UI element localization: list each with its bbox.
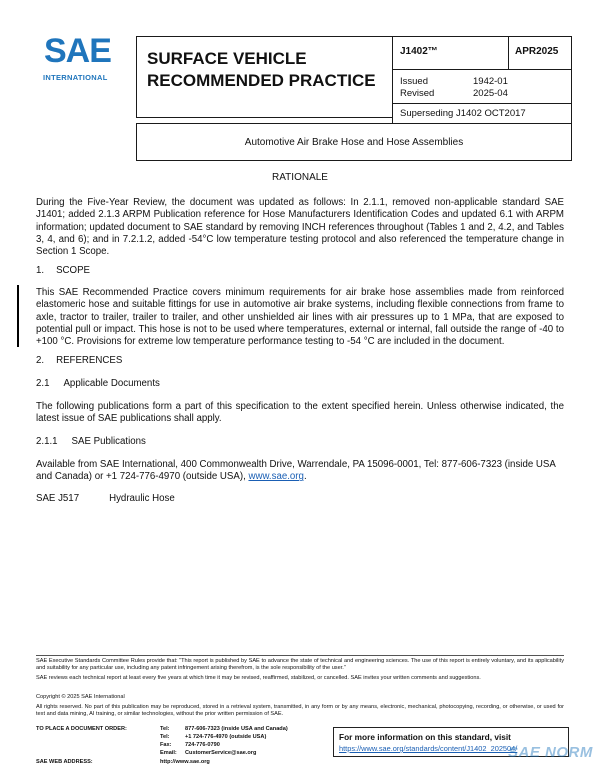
fax-label: Fax: [160,742,172,748]
revised-value: 2025-04 [473,88,508,99]
footer-rights: All rights reserved. No part of this publication may be reproduced, stored in a retrieval system, transmitted, in any form or by any means, electronic, mechanical, photocopying, recording, or otherwise, or used for text and data mining, AI training, or similar technologies, without the prior written permission of SAE. [36,704,564,717]
revised-label: Revised [400,88,435,99]
doc-number-box [392,36,509,70]
change-bar [17,285,19,347]
sae-website-link[interactable]: www.sae.org [248,471,304,483]
order-label: TO PLACE A DOCUMENT ORDER: [36,726,127,732]
doc-date: APR2025 [515,46,559,57]
doc-date-box [508,36,572,70]
standard-page-link[interactable]: https://www.sae.org/standards/content/J1402_202504/ [339,744,518,753]
rationale-text: During the Five-Year Review, the document was updated as follows: In 2.1.1, removed non-applicable standard SAE J1401; added 2.1.3 ARPM Publication reference for Hose Manufacturers Identification Codes and updated 6.1 with ARPM information; updated document to SAE standard by removing INCH references throughout (Tables 1 and 2, 4.2, and Tables 3, 4, and 6); and in 7.2.1.2, added -54°C low temperature testing protocol and also referenced the temperature change in Section 1 Scope. [36,197,564,258]
email-value[interactable]: CustomerService@sae.org [185,750,257,756]
scope-number: 1. [36,265,45,276]
email-label: Email: [160,750,177,756]
footer-copyright: Copyright © 2025 SAE International [36,694,125,700]
web-value[interactable]: http://www.sae.org [160,759,210,765]
sae-publications-title: SAE Publications [71,436,146,447]
references-heading [36,355,122,366]
more-info-title: For more information on this standard, visit [339,732,511,742]
footer-review-note: SAE reviews each technical report at least every five years at which time it may be revised, reaffirmed, stabilized, or cancelled. SAE invites your written comments and suggestions. [36,675,481,681]
availability-end: . [303,471,307,483]
fax-value: 724-776-0790 [185,742,220,748]
issued-label: Issued [400,76,428,87]
availability-body: Available from SAE International, 400 Commonwealth Drive, Warrendale, PA 15096-0001, Tel: 877-606-7323 (inside USA and Canada) or +1 724-776-4970 (outside USA), [36,459,556,483]
issued-value: 1942-01 [473,76,508,87]
applicable-docs-heading [36,378,160,389]
tel-value: 877-606-7323 (inside USA and Canada) [185,726,288,732]
reference-title: Hydraulic Hose [109,493,175,504]
sae-logo: SAE [44,32,111,70]
applicable-docs-text: The following publications form a part of this specification to the extent specified herein. Unless otherwise indicated, the latest issue of SAE publications shall apply. [36,401,564,425]
tel-label: Tel: [160,726,170,732]
rationale-heading: RATIONALE [272,172,328,183]
scope-text: This SAE Recommended Practice covers minimum requirements for air brake hose assemblies made from reinforced elastomeric hose and suitable fittings for use in automotive air brake systems, including flexible connections from frame to axle, tractor to trailer, trailer to trailer, and other unshielded air lines with air pressures up to 1 MPa, that are exposed to potential pull or impact. This hose is not to be used where temperatures, external or internal, fall outside the range of -40 to +100 °C. Provisions for extreme low temperature performance testing to -54 °C are included in the document. [36,287,564,348]
subtitle-box [136,123,572,161]
sae-publications-number: 2.1.1 [36,436,58,447]
issue-box [392,69,572,104]
superseding-box [392,103,572,124]
sae-publications-heading [36,436,146,447]
document-type-box [136,36,393,118]
doc-number: J1402™ [400,46,438,57]
reference-entry [36,493,175,504]
tel2-value: +1 724-776-4970 (outside USA) [185,734,267,740]
document-type-line1: SURFACE VEHICLE [147,49,307,68]
tel2-label: Tel: [160,734,170,740]
footer-committee-rules: SAE Executive Standards Committee Rules provide that: “This report is published by SAE to advance the state of technical and engineering sciences. The use of this report is entirely voluntary, and its applicability and suitability for any particular use, including any patent infringement arising therefrom, is the sole responsibility of the user.” [36,658,564,671]
watermark: SAE NORM [508,744,593,761]
document-subtitle: Automotive Air Brake Hose and Hose Assemblies [244,137,464,148]
references-number: 2. [36,355,45,366]
scope-heading [36,265,90,276]
availability-text [36,459,564,484]
applicable-docs-number: 2.1 [36,378,50,389]
reference-code: SAE J517 [36,493,80,504]
scope-title: SCOPE [56,265,91,276]
footer-divider [36,655,564,656]
superseding-text: Superseding J1402 OCT2017 [400,108,526,119]
document-type-line2: RECOMMENDED PRACTICE [147,71,376,90]
web-label: SAE WEB ADDRESS: [36,759,93,765]
applicable-docs-title: Applicable Documents [63,378,160,389]
references-title: REFERENCES [56,355,123,366]
sae-logo-text: INTERNATIONAL [43,73,108,82]
